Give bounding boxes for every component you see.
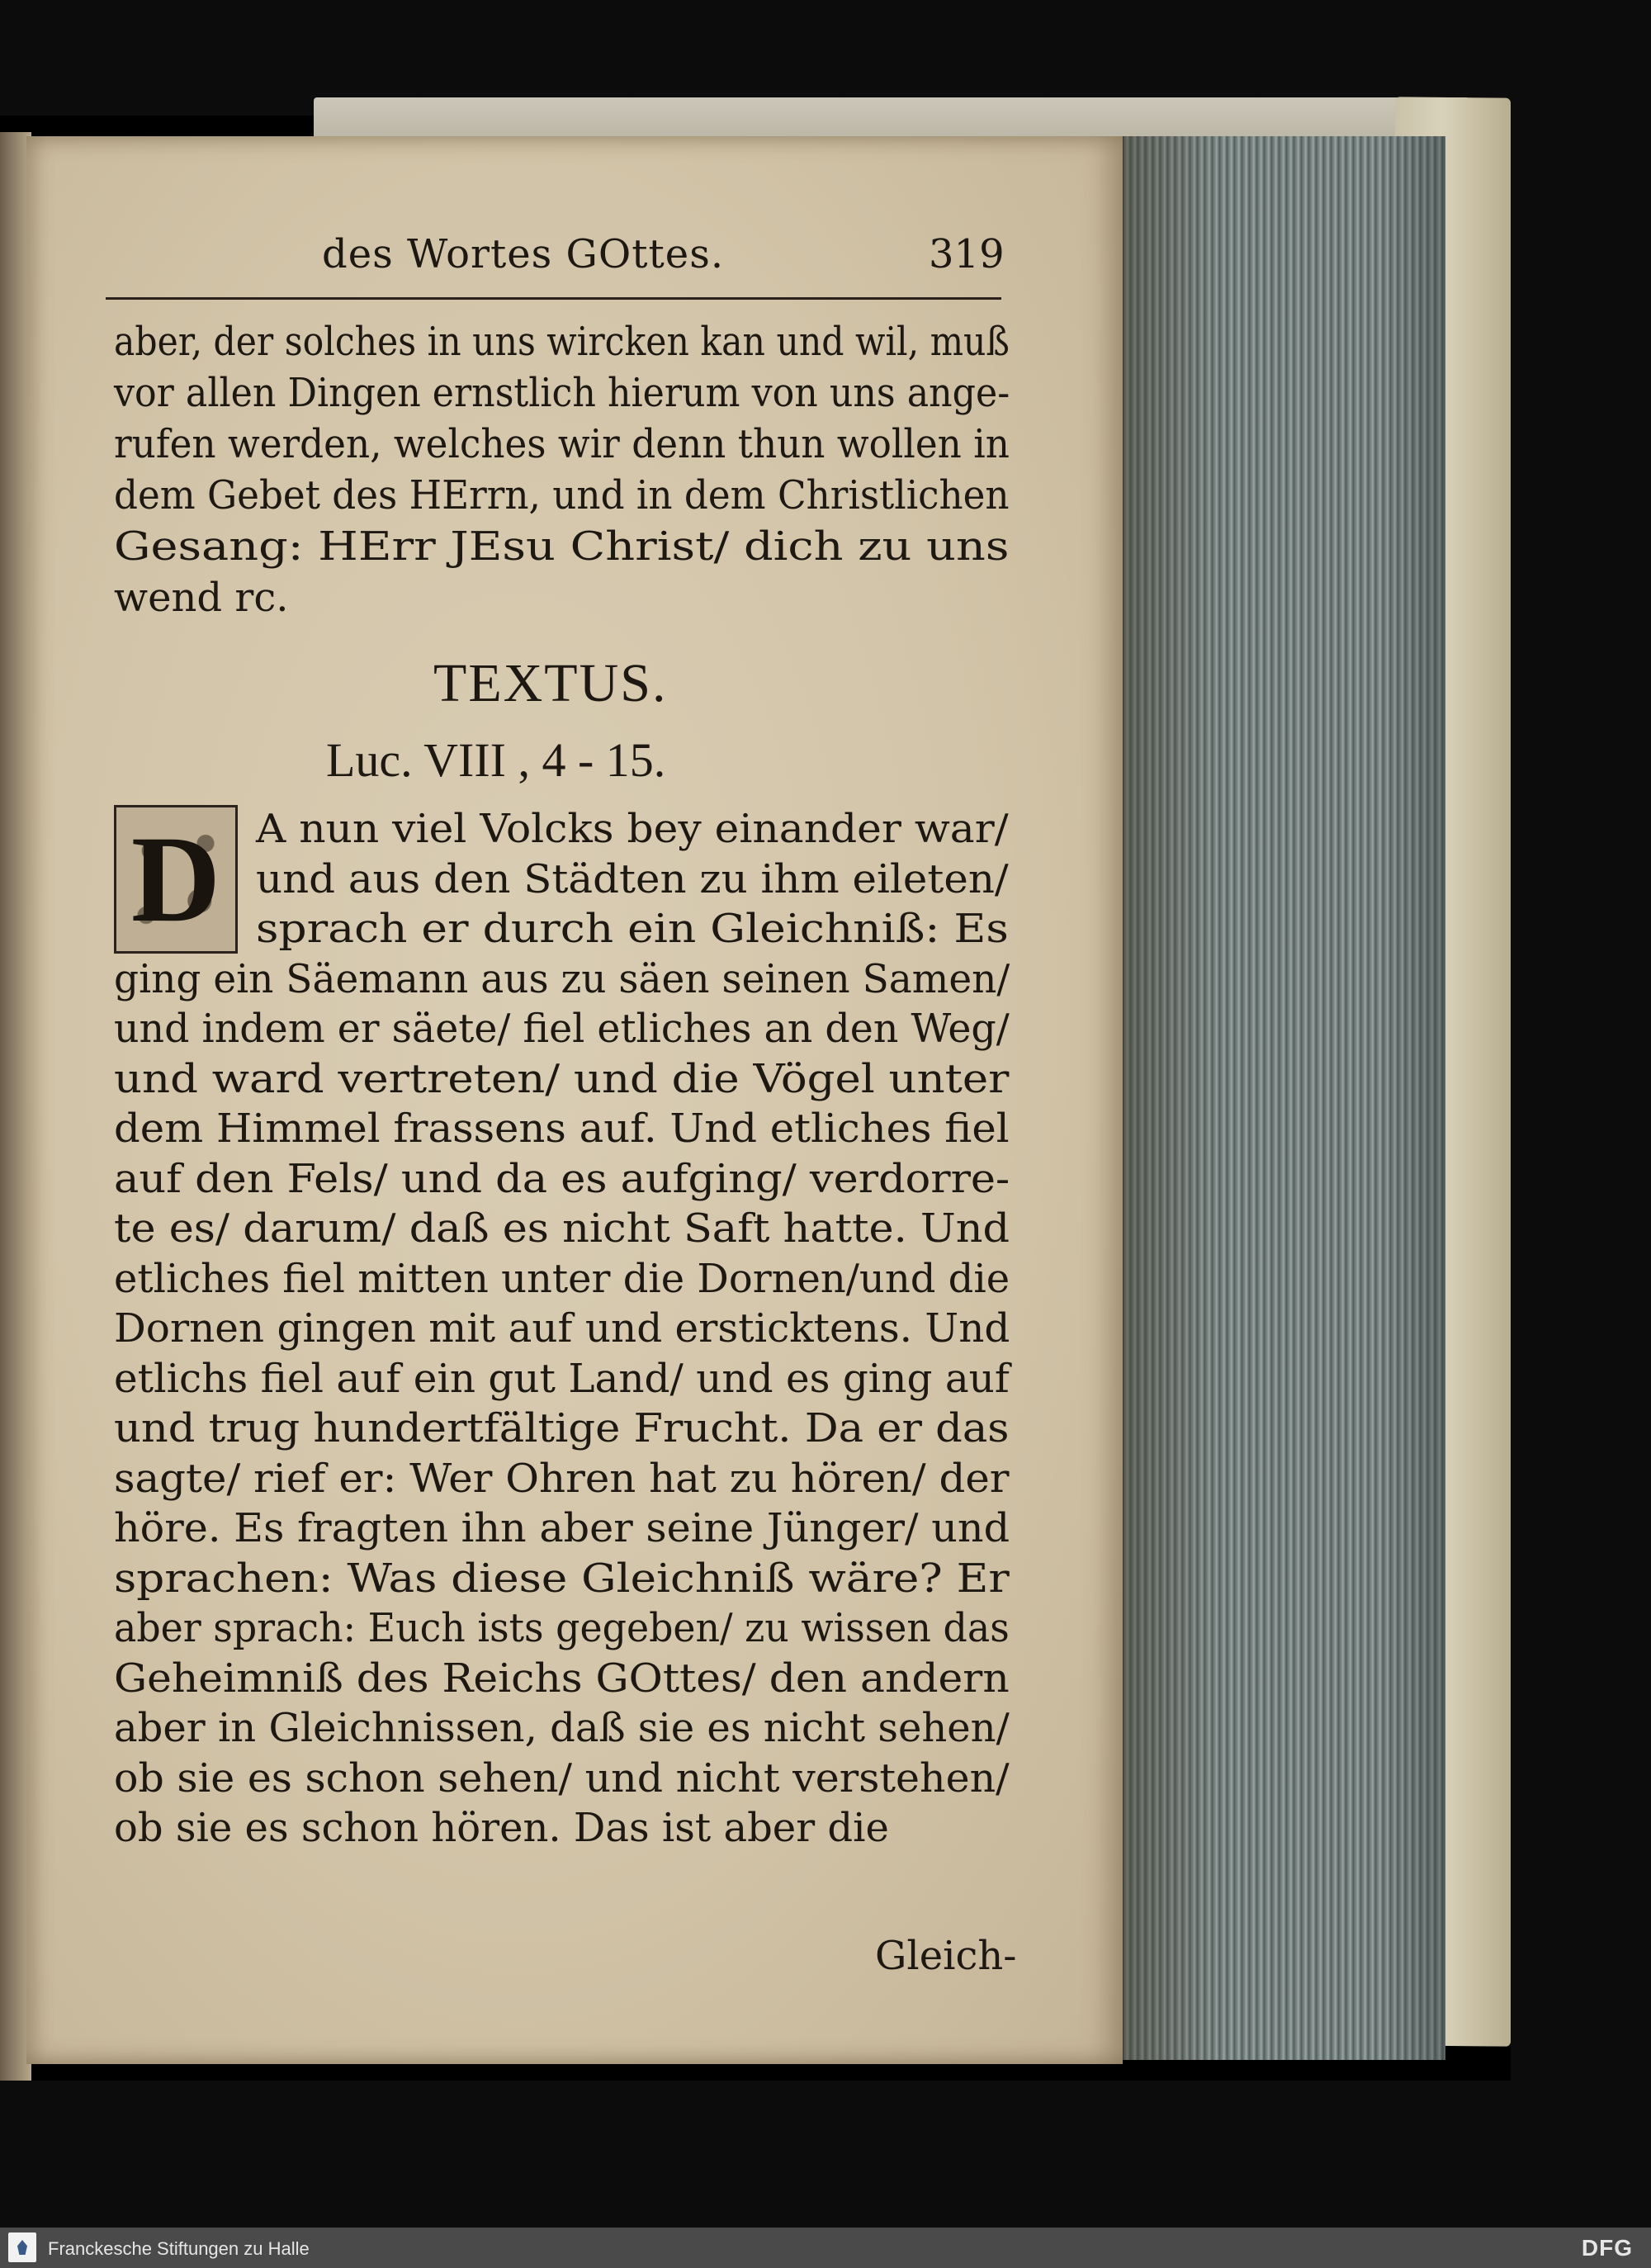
text-line: Gesang: HErr JEsu Christ/ dich zu uns [114,523,1010,570]
text-line: auf den Fels/ und da es aufging/ verdorre- [114,1155,1010,1202]
footer-institution: Franckesche Stiftungen zu Halle [48,2238,310,2259]
text-line: und trug hundertfältige Frucht. Da er das [114,1405,1010,1451]
section-heading: TEXTUS. [433,653,668,713]
text-line: Dornen gingen mit auf und ersticktens. Und [114,1305,1010,1352]
text-line: sagte/ rief er: Wer Ohren hat zu hören/ der [114,1455,1010,1502]
text-line: te es/ darum/ daß es nicht Saft hatte. Und [114,1205,1010,1252]
text-line: ob sie es schon hören. Das ist aber die [114,1805,889,1851]
text-line: dem Gebet des HErrn, und in dem Christlichen [114,472,1010,518]
footer-bar [0,2228,1651,2268]
book-page [26,136,1123,2064]
text-line: Geheimniß des Reichs GOttes/ den andern [114,1655,1010,1702]
header-rule [106,297,1001,300]
text-line: wend rc. [114,575,289,621]
text-line: ging ein Säemann aus zu säen seinen Samen/ [114,955,1010,1002]
text-line: rufen werden, welches wir denn thun wollen in [114,421,1010,467]
decorated-initial: D [114,805,238,954]
page-edges [1119,136,1445,2060]
text-line: aber in Gleichnissen, daß sie es nicht sehen/ [114,1705,1010,1751]
text-line: und aus den Städten zu ihm eileten/ [256,855,1009,902]
text-line: aber, der solches in uns wircken kan und wil, muß [114,319,1010,365]
text-line: etlichs fiel auf ein gut Land/ und es ging auf [114,1355,1010,1402]
text-line: dem Himmel frassens auf. Und etliches fiel [114,1106,1010,1152]
text-line: etliches fiel mitten unter die Dornen/und die [114,1255,1010,1302]
text-line: A nun viel Volcks bey einander war/ [256,806,1009,852]
text-line: und ward vertreten/ und die Vögel unter [114,1055,1010,1102]
text-line: vor allen Dingen ernstlich hierum von uns ange- [114,370,1010,416]
text-line: sprach er durch ein Gleichniß: Es [256,906,1009,952]
page-number: 319 [929,231,1005,277]
text-line: höre. Es fragten ihn aber seine Jünger/ und [114,1505,1010,1551]
scripture-reference: Luc. VIII , 4 - 15. [326,733,666,787]
running-head: des Wortes GOttes. [322,231,725,277]
text-line: aber sprach: Euch ists gegeben/ zu wissen das [114,1605,1010,1651]
footer-dfg-logo: DFG [1581,2235,1633,2261]
catchword: Gleich- [875,1933,1017,1979]
text-line: sprachen: Was diese Gleichniß wäre? Er [114,1555,1010,1602]
francke-foundation-logo-icon [8,2232,36,2262]
text-line: und indem er säete/ fiel etliches an den Weg/ [114,1006,1010,1052]
text-line: ob sie es schon sehen/ und nicht verstehen/ [114,1754,1010,1802]
